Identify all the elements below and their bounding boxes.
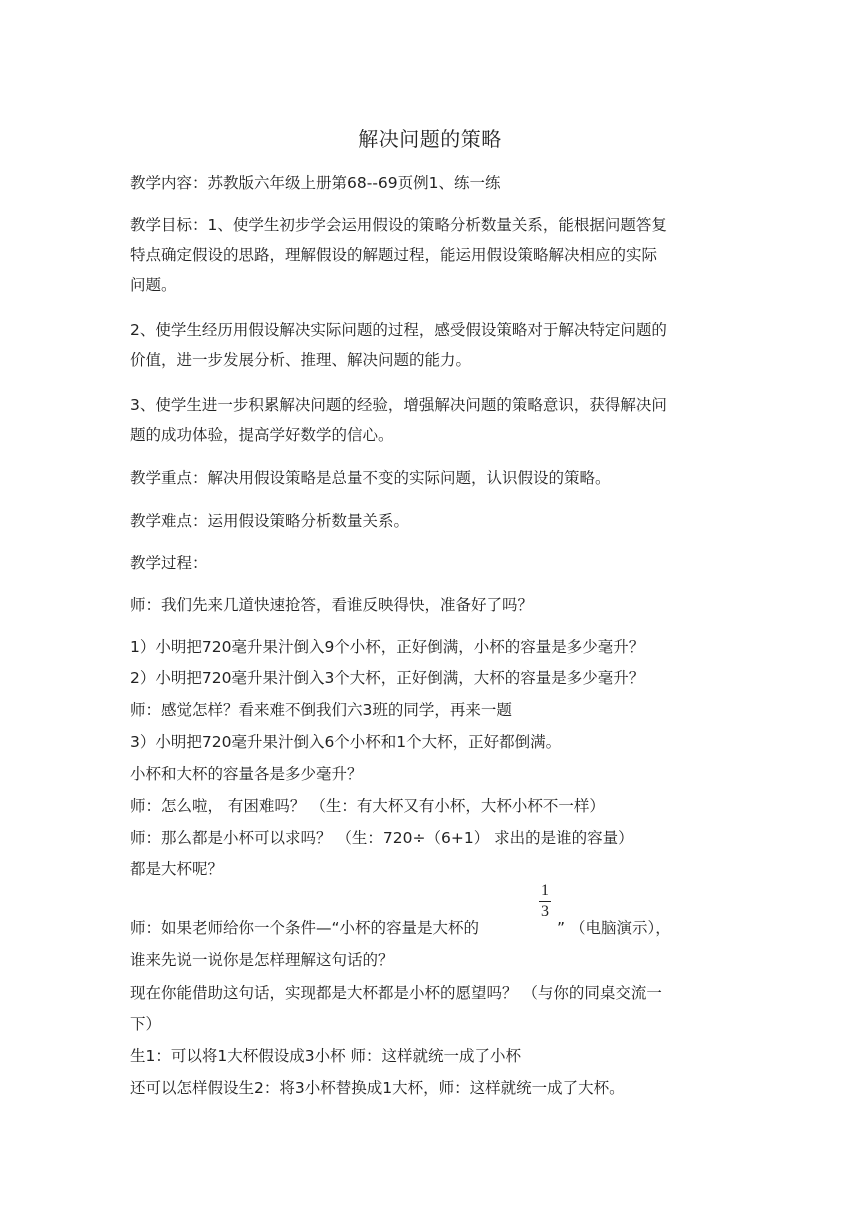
goals-row-1: 教学目标：1、使学生初步学会运用假设的策略分析数量关系，能根据问题答复 bbox=[130, 216, 667, 234]
teacher-condition-line: 师：如果老师给你一个条件—“小杯的容量是大杯的 bbox=[130, 919, 480, 937]
one-third-fraction bbox=[537, 882, 553, 921]
all-big-line: 都是大杯呢？ bbox=[130, 860, 224, 878]
question-1: 1）小明把720毫升果汁倒入9个小杯，正好倒满，小杯的容量是多少毫升？ bbox=[130, 638, 645, 656]
student-1-line: 生1：可以将1大杯假设成3小杯 师：这样就统一成了小杯 bbox=[130, 1047, 522, 1065]
goal-3-row-1: 3、使学生进一步积累解决问题的经验，增强解决问题的策略意识，获得解决问 bbox=[130, 396, 667, 414]
goal-2-row-1: 2、使学生经历用假设解决实际问题的过程，感受假设策略对于解决特定问题的 bbox=[130, 321, 667, 339]
goal-2-paragraph bbox=[130, 315, 735, 375]
fraction-bar bbox=[539, 901, 551, 902]
process-label: 教学过程： bbox=[130, 554, 208, 572]
teaching-goals-paragraph bbox=[130, 210, 735, 300]
teacher-feel-line: 师：感觉怎样？看来难不倒我们六3班的同学，再来一题 bbox=[130, 701, 512, 719]
fraction-denominator: 3 bbox=[541, 903, 549, 920]
now-row-1: 现在你能借助这句话，实现都是大杯都是小杯的愿望吗？ （与你的同桌交流一 bbox=[130, 984, 662, 1002]
document-title: 解决问题的策略 bbox=[358, 127, 502, 151]
goal-2-row-2: 价值，进一步发展分析、推理、解决问题的能力。 bbox=[130, 351, 472, 369]
teacher-condition-tail: ” （电脑演示）， bbox=[557, 919, 671, 937]
goal-3-row-2: 题的成功体验，提高学好数学的信心。 bbox=[130, 426, 394, 444]
student-2-line: 还可以怎样假设生2：将3小杯替换成1大杯，师：这样就统一成了大杯。 bbox=[130, 1079, 625, 1097]
goal-3-paragraph bbox=[130, 390, 735, 450]
now-row-2: 下） bbox=[130, 1015, 162, 1033]
teacher-intro-line: 师：我们先来几道快速抢答，看谁反映得快，准备好了吗？ bbox=[130, 596, 534, 614]
goals-row-3: 问题。 bbox=[130, 276, 177, 294]
goals-row-2: 特点确定假设的思路，理解假设的解题过程，能运用假设策略解决相应的实际 bbox=[130, 246, 658, 264]
question-3-continued: 小杯和大杯的容量各是多少毫升？ bbox=[130, 765, 363, 783]
teaching-content-line: 教学内容：苏教版六年级上册第68--69页例1、练一练 bbox=[130, 174, 501, 192]
teacher-all-small-line: 师：那么都是小杯可以求吗？ （生：720÷（6+1） 求出的是谁的容量） bbox=[130, 829, 634, 847]
question-3: 3）小明把720毫升果汁倒入6个小杯和1个大杯，正好都倒满。 bbox=[130, 733, 562, 751]
teacher-how-line: 师：怎么啦， 有困难吗？ （生：有大杯又有小杯，大杯小杯不一样） bbox=[130, 797, 605, 815]
question-2: 2）小明把720毫升果汁倒入3个大杯，正好倒满，大杯的容量是多少毫升？ bbox=[130, 669, 645, 687]
difficulty-line: 教学难点：运用假设策略分析数量关系。 bbox=[130, 512, 410, 530]
who-explain-line: 谁来先说一说你是怎样理解这句话的？ bbox=[130, 951, 394, 969]
key-point-line: 教学重点：解决用假设策略是总量不变的实际问题，认识假设的策略。 bbox=[130, 469, 611, 487]
fraction-numerator: 1 bbox=[541, 882, 549, 899]
